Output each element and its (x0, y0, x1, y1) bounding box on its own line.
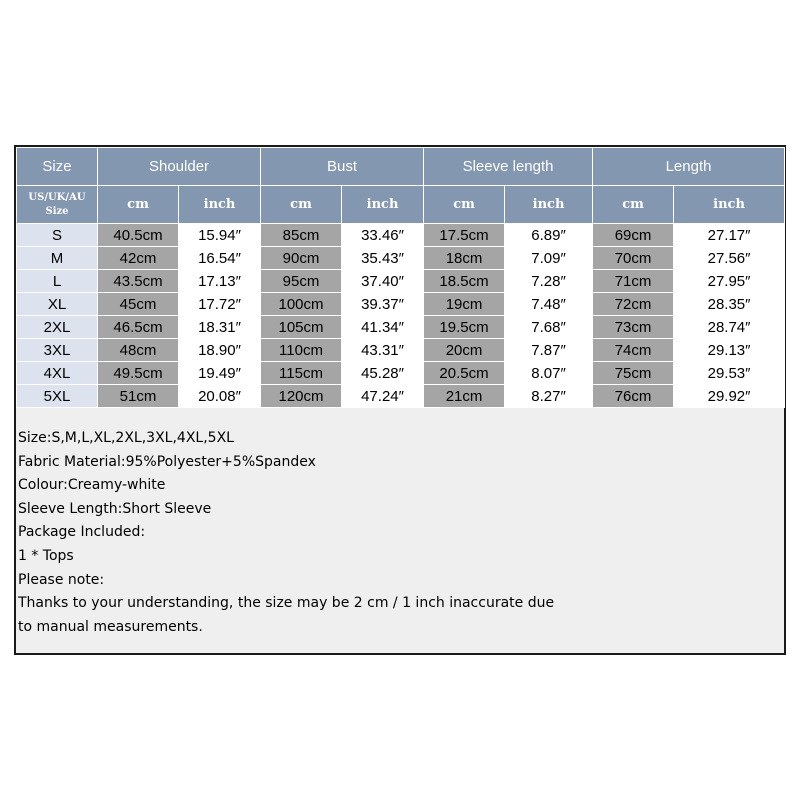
size-header: Size (17, 148, 98, 186)
length-cm-cell: 70cm (593, 247, 674, 270)
sleeve-length-header: Sleeve length (424, 148, 593, 186)
shoulder-cm-cell: 51cm (98, 385, 179, 408)
bust-inch-cell: 41.34″ (342, 316, 424, 339)
shoulder-cm-cell: 45cm (98, 293, 179, 316)
unit-inch-label: inch (179, 186, 261, 224)
length-inch-cell: 28.74″ (674, 316, 785, 339)
sleeve-cm-cell: 18.5cm (424, 270, 505, 293)
size-cell: L (17, 270, 98, 293)
shoulder-inch-cell: 18.31″ (179, 316, 261, 339)
sleeve-inch-cell: 7.28″ (505, 270, 593, 293)
sleeve-inch-cell: 7.87″ (505, 339, 593, 362)
unit-inch-label: inch (674, 186, 785, 224)
length-cm-cell: 71cm (593, 270, 674, 293)
bust-inch-cell: 43.31″ (342, 339, 424, 362)
unit-cm-label: cm (593, 186, 674, 224)
length-cm-cell: 69cm (593, 224, 674, 247)
sleeve-cm-cell: 19.5cm (424, 316, 505, 339)
note-line: 1 * Tops (18, 547, 74, 564)
note-line: Fabric Material:95%Polyester+5%Spandex (18, 453, 316, 470)
length-inch-cell: 27.17″ (674, 224, 785, 247)
sleeve-cm-cell: 18cm (424, 247, 505, 270)
note-line: Thanks to your understanding, the size may be 2 cm / 1 inch inaccurate due (18, 595, 555, 612)
shoulder-inch-cell: 17.72″ (179, 293, 261, 316)
size-cell: 3XL (17, 339, 98, 362)
table-row (17, 270, 785, 293)
length-cm-cell: 73cm (593, 316, 674, 339)
sleeve-inch-cell: 6.89″ (505, 224, 593, 247)
sleeve-cm-cell: 17.5cm (424, 224, 505, 247)
note-line: Size:S,M,L,XL,2XL,3XL,4XL,5XL (18, 430, 234, 446)
shoulder-inch-cell: 18.90″ (179, 339, 261, 362)
length-inch-cell: 28.35″ (674, 293, 785, 316)
note-line: Sleeve Length:Short Sleeve (18, 500, 212, 517)
length-inch-cell: 29.53″ (674, 362, 785, 385)
shoulder-cm-cell: 43.5cm (98, 270, 179, 293)
size-cell: M (17, 247, 98, 270)
bust-cm-cell: 120cm (261, 385, 342, 408)
length-cm-cell: 76cm (593, 385, 674, 408)
bust-cm-cell: 100cm (261, 293, 342, 316)
sleeve-cm-cell: 21cm (424, 385, 505, 408)
unit-header-row (17, 186, 785, 224)
unit-cm-label: cm (98, 186, 179, 224)
length-inch-cell: 27.56″ (674, 247, 785, 270)
table-row (17, 339, 785, 362)
shoulder-inch-cell: 16.54″ (179, 247, 261, 270)
sleeve-inch-cell: 7.48″ (505, 293, 593, 316)
shoulder-cm-cell: 46.5cm (98, 316, 179, 339)
note-line: Package Included: (18, 524, 146, 541)
sleeve-inch-cell: 8.27″ (505, 385, 593, 408)
unit-cm-label: cm (424, 186, 505, 224)
length-cm-cell: 74cm (593, 339, 674, 362)
sleeve-inch-cell: 8.07″ (505, 362, 593, 385)
length-inch-cell: 29.92″ (674, 385, 785, 408)
shoulder-inch-cell: 15.94″ (179, 224, 261, 247)
note-line: Please note: (18, 571, 105, 588)
bust-inch-cell: 37.40″ (342, 270, 424, 293)
shoulder-inch-cell: 19.49″ (179, 362, 261, 385)
note-line: to manual measurements. (18, 618, 203, 635)
region-size-label: US/UK/AU Size (17, 186, 98, 224)
size-cell: 4XL (17, 362, 98, 385)
sleeve-cm-cell: 19cm (424, 293, 505, 316)
size-cell: XL (17, 293, 98, 316)
length-cm-cell: 75cm (593, 362, 674, 385)
table-row (17, 247, 785, 270)
size-chart (14, 145, 786, 655)
bust-inch-cell: 47.24″ (342, 385, 424, 408)
bust-cm-cell: 85cm (261, 224, 342, 247)
unit-inch-label: inch (505, 186, 593, 224)
table-row (17, 385, 785, 408)
note-line: Colour:Creamy-white (18, 477, 166, 494)
sleeve-inch-cell: 7.68″ (505, 316, 593, 339)
shoulder-cm-cell: 40.5cm (98, 224, 179, 247)
bust-cm-cell: 95cm (261, 270, 342, 293)
length-inch-cell: 29.13″ (674, 339, 785, 362)
bust-inch-cell: 33.46″ (342, 224, 424, 247)
length-inch-cell: 27.95″ (674, 270, 785, 293)
shoulder-cm-cell: 49.5cm (98, 362, 179, 385)
size-cell: 5XL (17, 385, 98, 408)
length-cm-cell: 72cm (593, 293, 674, 316)
unit-cm-label: cm (261, 186, 342, 224)
bust-cm-cell: 90cm (261, 247, 342, 270)
size-cell: S (17, 224, 98, 247)
shoulder-inch-cell: 17.13″ (179, 270, 261, 293)
bust-cm-cell: 110cm (261, 339, 342, 362)
size-table (16, 147, 785, 408)
unit-inch-label: inch (342, 186, 424, 224)
shoulder-inch-cell: 20.08″ (179, 385, 261, 408)
bust-inch-cell: 45.28″ (342, 362, 424, 385)
product-notes (18, 427, 718, 639)
sleeve-inch-cell: 7.09″ (505, 247, 593, 270)
table-row (17, 293, 785, 316)
bust-header: Bust (261, 148, 424, 186)
table-header-row (17, 148, 785, 186)
shoulder-cm-cell: 42cm (98, 247, 179, 270)
shoulder-header: Shoulder (98, 148, 261, 186)
table-row (17, 224, 785, 247)
sleeve-cm-cell: 20.5cm (424, 362, 505, 385)
bust-inch-cell: 39.37″ (342, 293, 424, 316)
sleeve-cm-cell: 20cm (424, 339, 505, 362)
bust-cm-cell: 105cm (261, 316, 342, 339)
length-header: Length (593, 148, 785, 186)
size-cell: 2XL (17, 316, 98, 339)
bust-cm-cell: 115cm (261, 362, 342, 385)
table-row (17, 362, 785, 385)
table-row (17, 316, 785, 339)
bust-inch-cell: 35.43″ (342, 247, 424, 270)
shoulder-cm-cell: 48cm (98, 339, 179, 362)
size-table-body (17, 224, 785, 408)
